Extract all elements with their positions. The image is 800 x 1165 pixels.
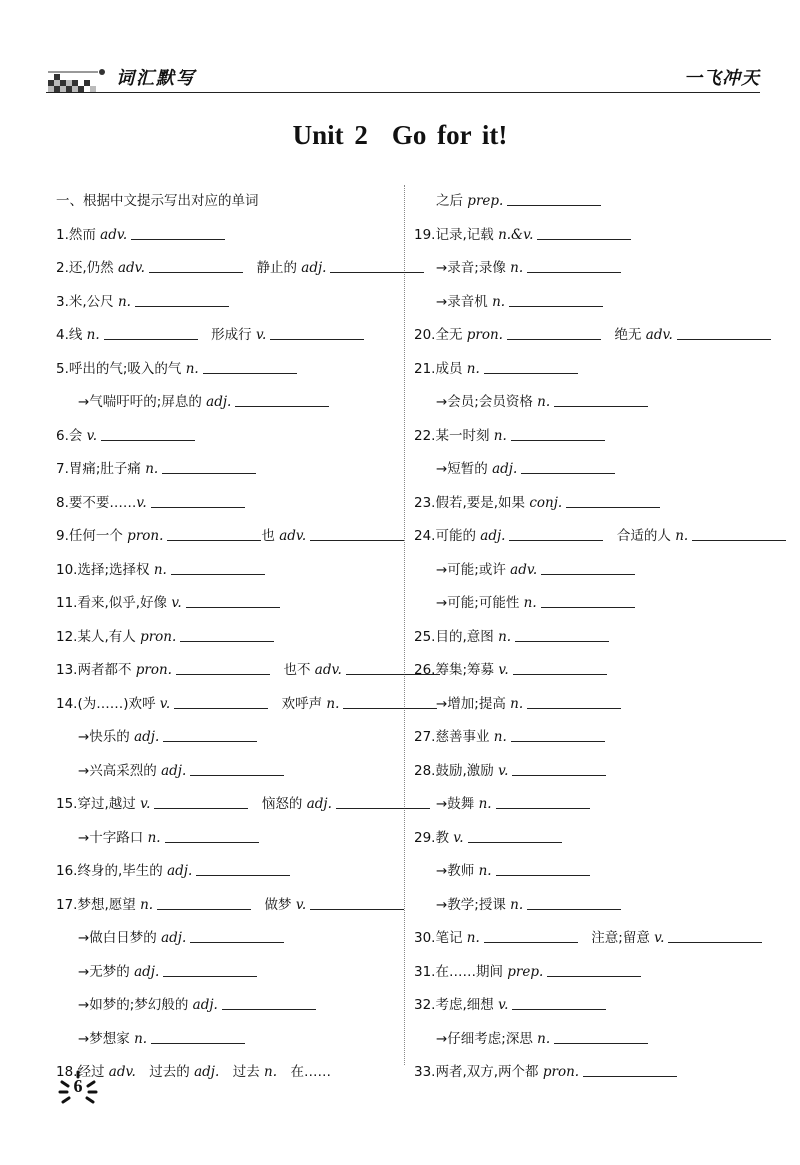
vocab-item [414,520,754,554]
answer-blank[interactable] [203,372,297,374]
answer-blank[interactable] [509,305,603,307]
prompt-text: 做梦 [251,896,296,913]
part-of-speech: n. [510,260,524,276]
part-of-speech: adj. [480,528,506,544]
prompt-text: 16.终身的,毕生的 [56,863,168,879]
derived-word-item [414,554,754,588]
header-brand: 一飞冲天 [684,68,760,89]
prompt-text: 在…… [277,1064,332,1080]
derived-word-item [414,889,754,923]
answer-blank[interactable] [151,1042,245,1044]
derived-word-item [414,855,754,889]
part-of-speech: v. [171,595,182,611]
answer-blank[interactable] [547,975,641,977]
part-of-speech: adv. [100,226,128,243]
derived-word-item [56,755,406,789]
answer-blank[interactable] [235,405,329,407]
vocab-item [56,520,406,554]
prompt-text: →教学;授课 [436,896,511,913]
vocab-item [414,420,754,454]
vocab-item [56,554,406,588]
prompt-text: 18.经过 [56,1064,109,1080]
prompt-text: →教师 [436,863,479,879]
prompt-text: 27.慈善事业 [414,729,494,745]
part-of-speech: n. [466,930,480,946]
prompt-text: 33.两者,双方,两个都 [414,1064,543,1080]
header-title: 词汇默写 [116,68,196,89]
answer-blank[interactable] [163,975,257,977]
vocab-item [56,688,406,722]
answer-blank[interactable] [677,338,771,340]
prompt-text: 25.目的,意图 [414,628,499,645]
answer-blank[interactable] [668,941,762,943]
part-of-speech: n. [478,863,492,879]
prompt-text: 10.选择;选择权 [56,561,154,578]
answer-blank[interactable] [154,807,248,809]
prompt-text: →仔细考虑;深思 [436,1030,538,1047]
answer-blank[interactable] [222,1008,316,1010]
prompt-text: →如梦的;梦幻般的 [78,997,193,1013]
prompt-text: 15.穿过,越过 [56,796,141,812]
part-of-speech: v. [654,930,665,946]
prompt-text: 26.筹集;筹募 [414,662,499,678]
answer-blank[interactable] [167,539,261,541]
prompt-text: 24.可能的 [414,528,481,544]
part-of-speech: v. [498,762,509,779]
vocab-item [56,855,406,889]
prompt-text: →梦想家 [78,1030,135,1047]
prompt-text: 合适的人 [603,528,676,544]
part-of-speech: n. [675,528,689,544]
prompt-text: 11.看来,似乎,好像 [56,595,172,611]
vocab-item [414,185,754,219]
left-column [56,185,406,1090]
answer-blank[interactable] [496,807,590,809]
prompt-text: 29.教 [414,829,454,846]
answer-blank[interactable] [163,740,257,742]
derived-word-item [414,252,754,286]
answer-blank[interactable] [468,841,562,843]
derived-word-item [414,688,754,722]
derived-word-item [56,822,406,856]
answer-blank[interactable] [135,305,229,307]
page-header [46,62,760,96]
vocab-item [56,286,406,320]
prompt-text: →快乐的 [78,729,135,745]
answer-blank[interactable] [507,338,601,340]
answer-blank[interactable] [511,740,605,742]
vocab-item [56,319,406,353]
part-of-speech: n. [537,394,551,410]
part-of-speech: pron. [135,662,172,678]
vocab-item [56,788,406,822]
answer-blank[interactable] [131,238,225,240]
part-of-speech: n. [478,796,492,812]
part-of-speech: adj. [306,796,332,812]
prompt-text: 12.某人,有人 [56,628,141,645]
part-of-speech: n. [326,695,340,712]
page-number: 6 [73,1076,83,1096]
prompt-text: 21.成员 [414,360,467,377]
answer-blank[interactable] [310,539,404,541]
part-of-speech: n. [147,829,161,846]
unit-subtitle: Go for it! [391,120,508,150]
vocab-item [56,621,406,655]
prompt-text: 28.鼓励,激励 [414,762,499,779]
answer-blank[interactable] [692,539,786,541]
vocab-item [414,353,754,387]
vocab-item [56,353,406,387]
answer-blank[interactable] [196,874,290,876]
answer-blank[interactable] [515,640,609,642]
answer-blank[interactable] [190,774,284,776]
part-of-speech: adv. [645,327,673,343]
answer-blank[interactable] [509,539,603,541]
part-of-speech: n. [264,1064,278,1080]
part-of-speech: n. [498,628,512,645]
prompt-text: →录音机 [436,293,493,310]
page-number-badge [56,1068,100,1112]
answer-blank[interactable] [101,439,195,441]
answer-blank[interactable] [190,941,284,943]
part-of-speech: conj. [529,494,563,511]
prompt-text: 5.呼出的气;吸入的气 [56,360,186,377]
part-of-speech: v. [86,427,97,444]
prompt-text: 过去 [219,1064,265,1080]
part-of-speech: v. [295,896,307,913]
part-of-speech: prep. [467,193,504,209]
answer-blank[interactable] [513,673,607,675]
answer-blank[interactable] [554,1042,648,1044]
prompt-text: 8.要不要…… [56,494,137,511]
prompt-text: 之后 [436,193,468,209]
prompt-text: 19.记录,记载 [414,226,499,243]
part-of-speech: pron. [127,528,164,544]
part-of-speech: adv. [108,1064,136,1080]
prompt-text: 2.还,仍然 [56,260,118,276]
prompt-text: →兴高采烈的 [78,762,162,779]
answer-blank[interactable] [149,271,243,273]
prompt-text: →增加;提高 [436,695,511,712]
part-of-speech: adj. [492,461,518,477]
answer-blank[interactable] [174,707,268,709]
part-of-speech: adv. [117,260,145,276]
prompt-text: 22.某一时刻 [414,427,494,444]
part-of-speech: n. [86,327,100,343]
prompt-text: →录音;录像 [436,260,511,276]
prompt-text: 欢呼声 [268,695,327,712]
vocab-item [414,1056,754,1090]
prompt-text: 32.考虑,细想 [414,997,499,1013]
unit-label: Unit 2 [292,120,368,150]
part-of-speech: pron. [542,1064,580,1080]
answer-blank[interactable] [186,606,280,608]
vocab-item [414,989,754,1023]
vocab-item [56,889,406,923]
answer-blank[interactable] [484,372,578,374]
answer-blank[interactable] [554,405,648,407]
part-of-speech: n. [185,360,199,377]
prompt-text: 31.在……期间 [414,963,508,980]
vocab-item [414,755,754,789]
prompt-text: 形成行 [197,327,256,343]
derived-word-item [414,587,754,621]
vocab-item [56,453,406,487]
prompt-text: 17.梦想,愿望 [56,896,141,913]
derived-word-item [414,453,754,487]
part-of-speech: n. [134,1030,148,1047]
checker-logo-icon [46,66,106,92]
prompt-text: 9.任何一个 [56,528,128,544]
answer-blank[interactable] [180,640,274,642]
part-of-speech: n. [493,729,507,745]
answer-blank[interactable] [157,908,251,910]
part-of-speech: n. [153,561,167,578]
part-of-speech: n. [510,695,524,712]
part-of-speech: n. [510,896,524,913]
answer-blank[interactable] [165,841,259,843]
vocab-item [56,219,406,253]
prompt-text: 绝无 [600,327,646,343]
vocab-item [56,654,406,688]
prompt-text: 7.胃痛;肚子痛 [56,461,146,477]
vocab-item [56,1056,406,1090]
answer-blank[interactable] [512,774,606,776]
answer-blank[interactable] [270,338,364,340]
answer-blank[interactable] [176,673,270,675]
part-of-speech: adj. [161,930,187,946]
derived-word-item [56,1023,406,1057]
answer-blank[interactable] [527,707,621,709]
prompt-text: →无梦的 [78,963,135,980]
answer-blank[interactable] [512,1008,606,1010]
vocab-item [56,420,406,454]
part-of-speech: v. [140,796,151,812]
prompt-text: 13.两者都不 [56,662,136,678]
prompt-text: →十字路口 [78,829,148,846]
prompt-text: →短暂的 [436,461,493,477]
part-of-speech: n. [117,293,131,310]
answer-blank[interactable] [104,338,198,340]
answer-blank[interactable] [171,573,265,575]
answer-blank[interactable] [162,472,256,474]
answer-blank[interactable] [583,1075,677,1077]
prompt-text: 过去的 [135,1064,195,1080]
part-of-speech: v. [498,662,509,678]
part-of-speech: adj. [192,997,218,1013]
part-of-speech: pron. [140,628,177,645]
part-of-speech: adj. [167,863,193,879]
vocab-item [414,621,754,655]
part-of-speech: adj. [206,394,232,410]
answer-blank[interactable] [521,472,615,474]
part-of-speech: n. [493,427,507,444]
vocab-item [56,487,406,521]
part-of-speech: v. [159,695,171,712]
header-rule [46,92,760,93]
vocab-item [414,822,754,856]
derived-word-item [414,788,754,822]
vocab-item [414,956,754,990]
derived-word-item [414,286,754,320]
part-of-speech: prep. [507,963,544,980]
part-of-speech: n.&v. [498,226,534,243]
answer-blank[interactable] [527,271,621,273]
prompt-text: →可能;可能性 [436,595,524,611]
answer-blank[interactable] [537,238,631,240]
answer-blank[interactable] [566,506,660,508]
part-of-speech: adv. [279,528,307,544]
part-of-speech: v. [498,997,509,1013]
prompt-text: 1.然而 [56,226,101,243]
vocab-item [56,252,406,286]
part-of-speech: n. [523,595,537,611]
derived-word-item [56,989,406,1023]
prompt-text: 也 [261,528,280,544]
answer-blank[interactable] [330,271,424,273]
prompt-text: →鼓舞 [436,796,479,812]
part-of-speech: n. [537,1030,551,1047]
answer-blank[interactable] [507,204,601,206]
part-of-speech: adv. [314,662,342,678]
prompt-text: 也不 [269,662,315,678]
derived-word-item [414,386,754,420]
part-of-speech: n. [140,896,154,913]
prompt-text: →会员;会员资格 [436,394,538,410]
prompt-text: →可能;或许 [436,561,511,578]
part-of-speech: n. [492,293,506,310]
answer-blank[interactable] [484,941,578,943]
vocab-item [414,487,754,521]
prompt-text: 14.(为……)欢呼 [56,695,160,712]
derived-word-item [414,1023,754,1057]
section-heading: 一、根据中文提示写出对应的单词 [56,193,259,209]
vocab-item [414,721,754,755]
answer-blank[interactable] [310,908,404,910]
part-of-speech: n. [466,360,480,377]
derived-word-item [56,721,406,755]
prompt-text: →做白日梦的 [78,930,162,946]
part-of-speech: adj. [134,963,160,980]
part-of-speech: pron. [466,327,503,343]
answer-blank[interactable] [541,606,635,608]
answer-blank[interactable] [511,439,605,441]
prompt-text: 23.假若,要是,如果 [414,494,530,511]
derived-word-item [56,386,406,420]
vocab-item [56,587,406,621]
vocab-item [414,922,754,956]
part-of-speech: adj. [194,1064,220,1080]
part-of-speech: adj. [161,762,187,779]
derived-word-item [56,922,406,956]
prompt-text: 20.全无 [414,327,467,343]
vocab-item [414,654,754,688]
prompt-text: 4.线 [56,327,87,343]
part-of-speech: v. [255,327,267,343]
prompt-text: 静止的 [242,260,302,276]
answer-blank[interactable] [541,573,635,575]
prompt-text: 3.米,公尺 [56,293,118,310]
vocab-item [414,219,754,253]
part-of-speech: n. [145,461,159,477]
prompt-text: 注意;留意 [577,930,655,946]
answer-blank[interactable] [496,874,590,876]
prompt-text: 恼怒的 [248,796,307,812]
unit-title [0,120,800,151]
part-of-speech: adj. [301,260,327,276]
answer-blank[interactable] [151,506,245,508]
part-of-speech: adj. [134,729,160,745]
part-of-speech: v. [453,829,464,846]
part-of-speech: v. [136,494,147,511]
derived-word-item [56,956,406,990]
prompt-text: 6.会 [56,427,87,444]
answer-blank[interactable] [527,908,621,910]
vocab-item [414,319,754,353]
part-of-speech: adv. [510,561,538,578]
right-column [414,185,754,1090]
prompt-text: 30.笔记 [414,930,467,946]
prompt-text: →气喘吁吁的;屏息的 [78,394,207,410]
